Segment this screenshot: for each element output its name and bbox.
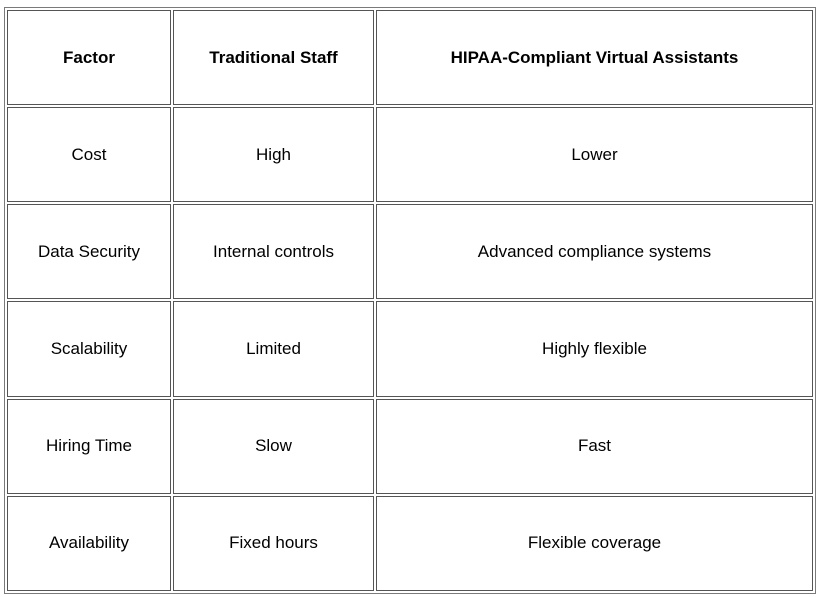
cell-factor: Availability bbox=[7, 496, 171, 591]
cell-traditional: High bbox=[173, 107, 374, 202]
header-virtual-assistants: HIPAA-Compliant Virtual Assistants bbox=[376, 10, 813, 105]
table-row bbox=[7, 107, 813, 202]
header-factor: Factor bbox=[7, 10, 171, 105]
cell-virtual: Flexible coverage bbox=[376, 496, 813, 591]
cell-traditional: Fixed hours bbox=[173, 496, 374, 591]
cell-factor: Hiring Time bbox=[7, 399, 171, 494]
comparison-table-container bbox=[4, 7, 816, 594]
cell-factor: Scalability bbox=[7, 301, 171, 396]
header-traditional-staff: Traditional Staff bbox=[173, 10, 374, 105]
cell-traditional: Slow bbox=[173, 399, 374, 494]
table-row bbox=[7, 496, 813, 591]
cell-traditional: Internal controls bbox=[173, 204, 374, 299]
table-row bbox=[7, 204, 813, 299]
cell-virtual: Lower bbox=[376, 107, 813, 202]
cell-factor: Data Security bbox=[7, 204, 171, 299]
table-header-row bbox=[7, 10, 813, 105]
cell-virtual: Advanced compliance systems bbox=[376, 204, 813, 299]
cell-virtual: Fast bbox=[376, 399, 813, 494]
cell-virtual: Highly flexible bbox=[376, 301, 813, 396]
table-row bbox=[7, 399, 813, 494]
table-row bbox=[7, 301, 813, 396]
cell-factor: Cost bbox=[7, 107, 171, 202]
comparison-table bbox=[5, 8, 815, 593]
cell-traditional: Limited bbox=[173, 301, 374, 396]
